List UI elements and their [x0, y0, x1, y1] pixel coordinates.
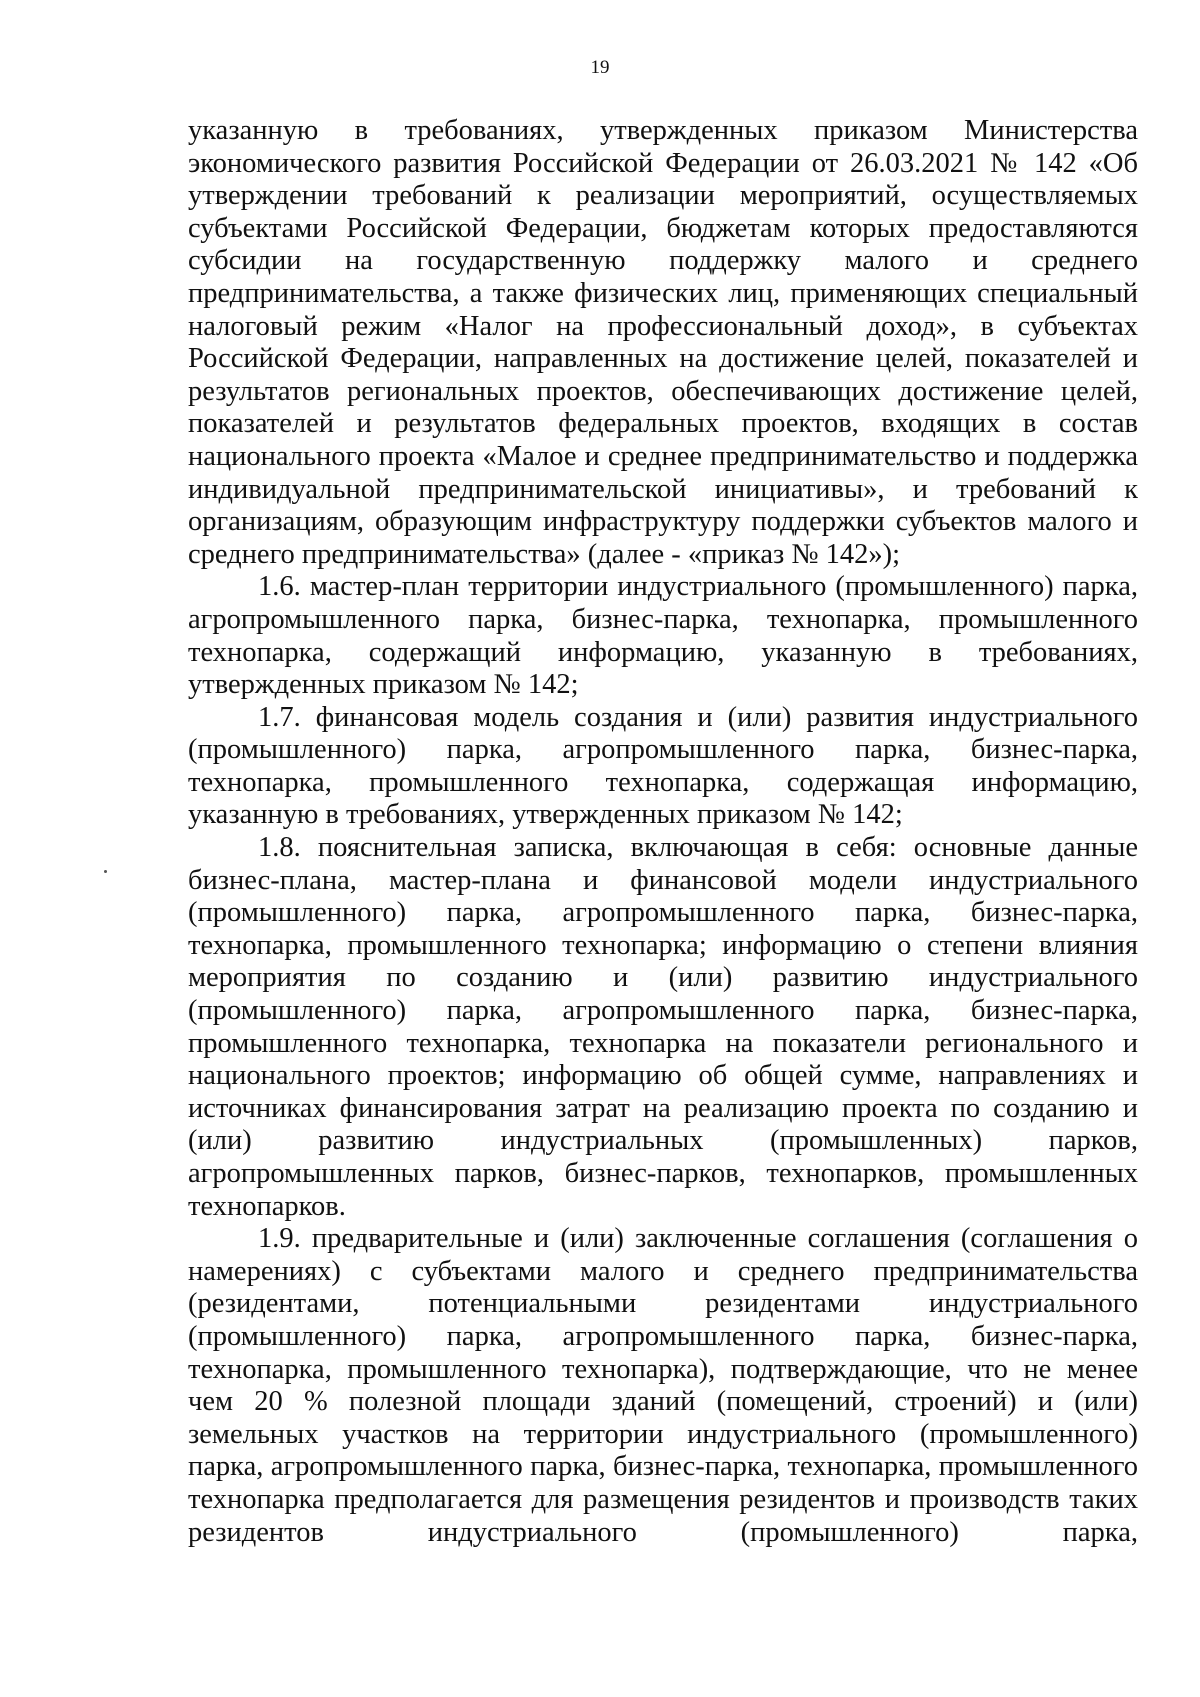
paragraph-item-1-8: 1.8. пояснительная записка, включающая в себя: основные данные бизнес-плана, мастер-плана и финансовой модели индустриального (промышленного) парка, агропромышленного парка, бизнес-парка, технопарка, промышленного технопарка; информацию о степени влияния мероприятия по созданию и (или) развитию индустриального (промышленного) парка, агропромышленного парка, бизнес-парка, промышленного технопарка, технопарка на показатели регионального и национального проектов; информацию об общей сумме, направлениях и источниках финансирования затрат на реализацию проекта по созданию и (или) развитию индустриальных (промышленных) парков, агропромышленных парков, бизнес-парков, технопарков, промышленных технопарков. — [188, 832, 1138, 1222]
page-number: 19 — [590, 57, 610, 78]
paragraph-item-1-7: 1.7. финансовая модель создания и (или) развития индустриального (промышленного) парка, агропромышленного парка, бизнес-парка, технопарка, промышленного технопарка, содержащая информацию, указанную в требованиях, утвержденных приказом № 142; — [188, 701, 1138, 831]
paragraph-intro-continuation: указанную в требованиях, утвержденных приказом Министерства экономического развития Российской Федерации от 26.03.2021 № 142 «Об утверждении требований к реализации мероприятий, осуществляемых субъектами Российской Федерации, бюджетам которых предоставляются субсидии на государственную поддержку малого и среднего предпринимательства, а также физических лиц, применяющих специальный налоговый режим «Налог на профессиональный доход», в субъектах Российской Федерации, направленных на достижение целей, показателей и результатов региональных проектов, обеспечивающих достижение целей, показателей и результатов федеральных проектов, входящих в состав национального проекта «Малое и среднее предпринимательство и поддержка индивидуальной предпринимательской инициативы», и требований к организациям, образующим инфраструктуру поддержки субъектов малого и среднего предпринимательства» (далее - «приказ № 142»); — [188, 115, 1138, 570]
paragraph-item-1-9: 1.9. предварительные и (или) заключенные соглашения (соглашения о намерениях) с субъектами малого и среднего предпринимательства (резидентами, потенциальными резидентами индустриального (промышленного) парка, агропромышленного парка, бизнес-парка, технопарка, промышленного технопарка), подтверждающие, что не менее чем 20 % полезной площади зданий (помещений, строений) и (или) земельных участков на территории индустриального (промышленного) парка, агропромышленного парка, бизнес-парка, технопарка, промышленного технопарка предполагается для размещения резидентов и производств таких резидентов индустриального (промышленного) парка, — [188, 1223, 1138, 1548]
scan-speck — [104, 870, 107, 873]
paragraph-item-1-6: 1.6. мастер-план территории индустриального (промышленного) парка, агропромышленного парка, бизнес-парка, технопарка, промышленного технопарка, содержащий информацию, указанную в требованиях, утвержденных приказом № 142; — [188, 571, 1138, 701]
document-body — [188, 115, 1138, 1549]
